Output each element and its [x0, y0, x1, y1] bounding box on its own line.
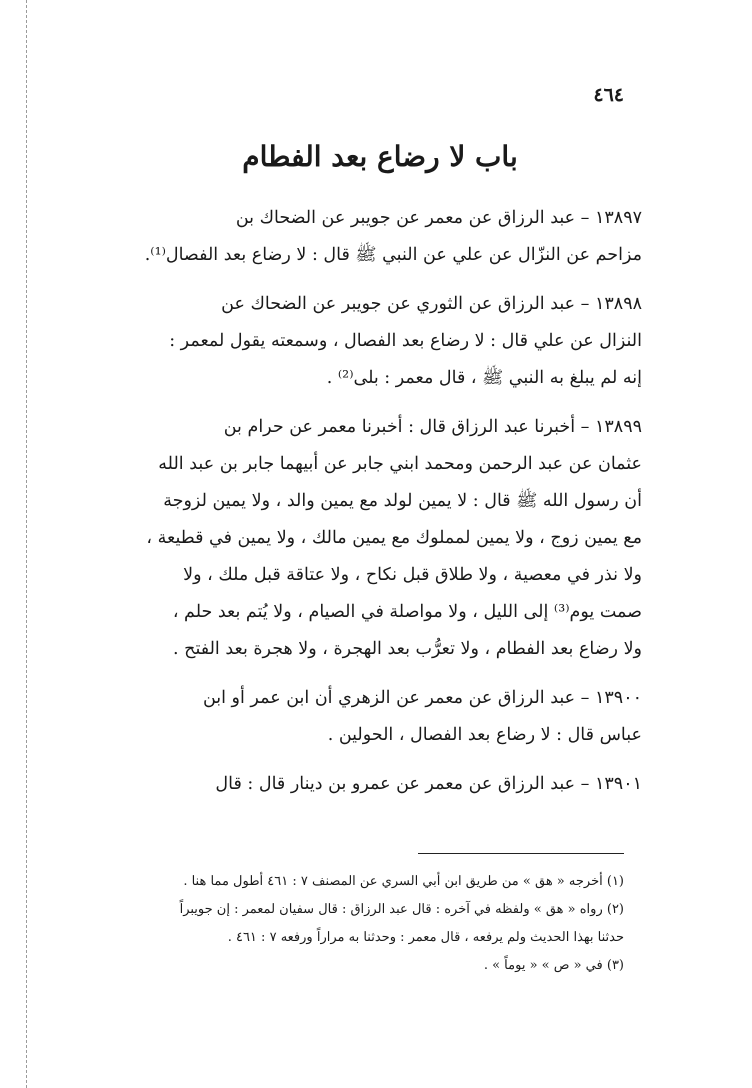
- text-line: عباس قال : لا رضاع بعد الفصال ، الحولين .: [327, 725, 642, 745]
- text-line: مزاحم عن النزّال عن علي عن النبي ﷺ قال : لا رضاع بعد الفصال⁽¹⁾.: [144, 245, 642, 265]
- chapter-title: باب لا رضاع بعد الفطام: [242, 140, 518, 173]
- hadith-body: [94, 200, 642, 815]
- text-line: ١٣٨٩٨ – عبد الرزاق عن الثوري عن جويبر عن الضحاك عن: [221, 294, 642, 314]
- hadith-13897: [94, 200, 642, 274]
- text-line: النزال عن علي قال : لا رضاع بعد الفصال ، وسمعته يقول لمعمر :: [169, 331, 642, 351]
- text-line: ١٣٩٠١ – عبد الرزاق عن معمر عن عمرو بن دينار قال : قال: [215, 774, 642, 794]
- footnotes: [94, 868, 624, 980]
- text-line: ١٣٩٠٠ – عبد الرزاق عن معمر عن الزهري أن ابن عمر أو ابن: [202, 688, 642, 708]
- text-line: ١٣٨٩٧ – عبد الرزاق عن معمر عن جويبر عن الضحاك بن: [235, 208, 642, 228]
- hadith-13899: [94, 409, 642, 668]
- text-line: ١٣٨٩٩ – أخبرنا عبد الرزاق قال : أخبرنا معمر عن حرام بن: [223, 417, 642, 437]
- text-line: أن رسول الله ﷺ قال : لا يمين لولد مع يمين والد ، ولا يمين لزوجة: [163, 491, 642, 511]
- footnote-2-continued: حدثنا بهذا الحديث ولم يرفعه ، قال معمر : وحدثنا به مراراً ورفعه ٧ : ٤٦١ .: [227, 930, 624, 945]
- hadith-13901: [94, 766, 642, 803]
- text-line: عثمان عن عبد الرحمن ومحمد ابني جابر عن أبيهما جابر بن عبد الله: [158, 454, 642, 474]
- footnote-2: (٢) رواه « هق » ولفظه في آخره : قال عبد الرزاق : قال سفيان لمعمر : إن جويبراً: [179, 902, 624, 917]
- text-line: إنه لم يبلغ به النبي ﷺ ، قال معمر : بلى⁽²⁾ .: [326, 368, 642, 388]
- text-line: ولا رضاع بعد الفطام ، ولا تعرُّب بعد الهجرة ، ولا هجرة بعد الفتح .: [173, 639, 642, 659]
- footnote-divider: [418, 853, 624, 854]
- text-line: ولا نذر في معصية ، ولا طلاق قبل نكاح ، ولا عتاقة قبل ملك ، ولا: [183, 565, 642, 585]
- hadith-13898: [94, 286, 642, 397]
- page-edge-line: [26, 0, 27, 1088]
- text-line: مع يمين زوج ، ولا يمين لمملوك مع يمين مالك ، ولا يمين في قطيعة ،: [146, 528, 642, 548]
- page-number: ٤٦٤: [593, 84, 624, 106]
- footnote-3: (٣) في « ص » « يوماً » .: [483, 958, 624, 973]
- hadith-13900: [94, 680, 642, 754]
- footnote-1: (١) أخرجه « هق » من طريق ابن أبي السري عن المصنف ٧ : ٤٦١ أطول مما هنا .: [183, 874, 624, 889]
- text-line: صمت يوم⁽³⁾ إلى الليل ، ولا مواصلة في الصيام ، ولا يُتم بعد حلم ،: [172, 602, 642, 622]
